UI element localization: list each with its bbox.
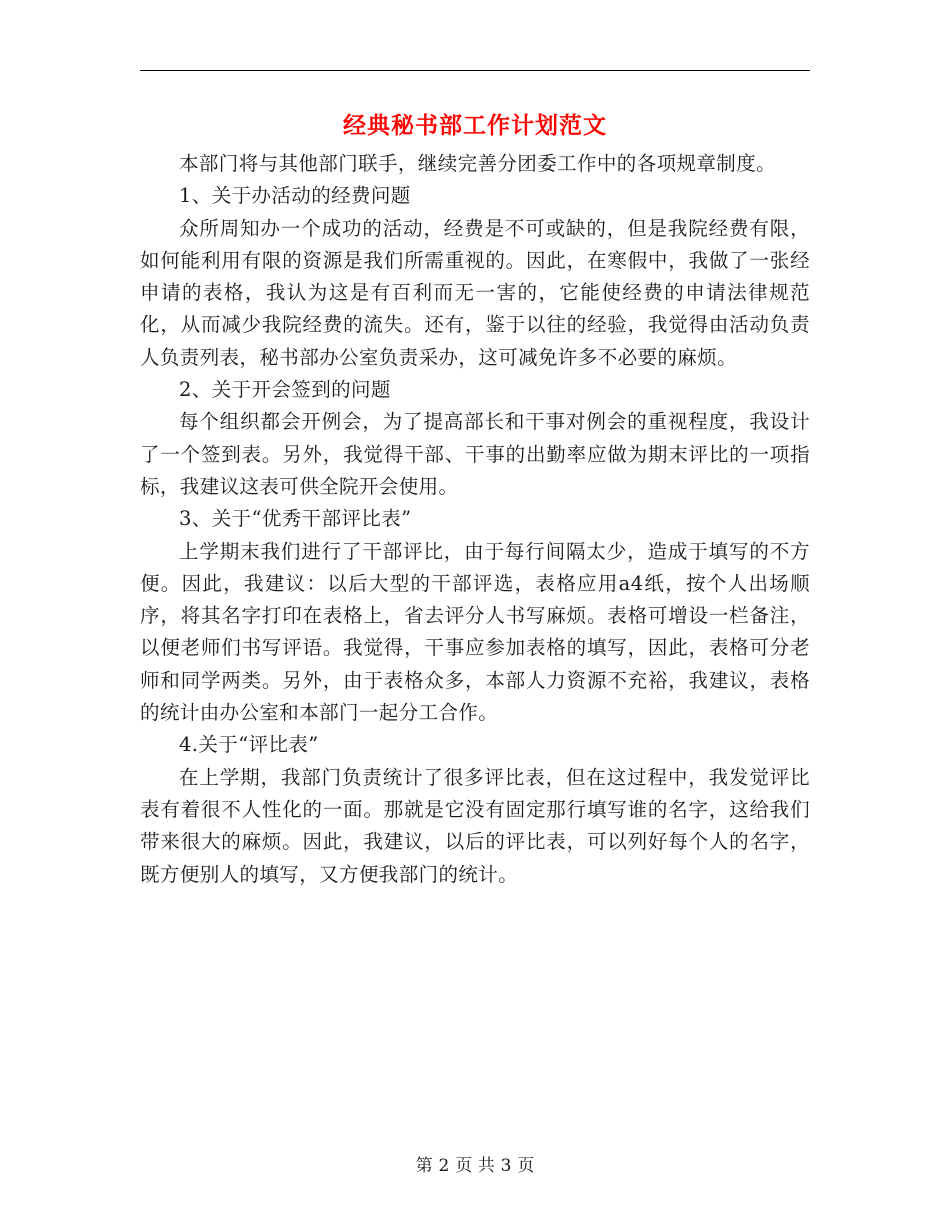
section-heading-4: 4.关于“评比表” [179, 733, 319, 757]
footer-current-page: 2 [438, 1156, 450, 1176]
paragraph-intro: 本部门将与其他部门联手，继续完善分团委工作中的各项规章制度。 [179, 152, 777, 175]
footer-total-pages: 3 [500, 1156, 512, 1176]
header-rule [140, 70, 810, 71]
footer-suffix: 页 [517, 1156, 535, 1176]
section-heading-2: 2、关于开会签到的问题 [179, 378, 391, 402]
footer-prefix: 第 [415, 1156, 433, 1176]
paragraph-section-3: 上学期末我们进行了干部评比，由于每行间隔太少，造成于填写的不方便。因此，我建议：以后大型的干部评选，表格应用a4纸，按个人出场顺序，将其名字打印在表格上，省去评分人书写麻烦。表格可增设一栏备注，以便老师们书写评语。我觉得，干事应参加表格的填写，因此，表格可分老师和同学两类。另外，由于表格众多，本部人力资源不充裕，我建议，表格的统计由办公室和本部门一起分工合作。 [140, 539, 810, 725]
footer-middle: 页 共 [455, 1156, 495, 1176]
section-heading-3: 3、关于“优秀干部评比表” [179, 507, 412, 531]
paragraph-section-4: 在上学期，我部门负责统计了很多评比表，但在这过程中，我发觉评比表有着很不人性化的一面。那就是它没有固定那行填写谁的名字，这给我们带来很大的麻烦。因此，我建议，以后的评比表，可以列好每个人的名字，既方便别人的填写，又方便我部门的统计。 [140, 765, 810, 886]
page-footer [140, 1154, 810, 1178]
document-body [140, 148, 810, 891]
paragraph-section-1: 众所周知办一个成功的活动，经费是不可或缺的，但是我院经费有限，如何能利用有限的资源是我们所需重视的。因此，在寒假中，我做了一张经申请的表格，我认为这是有百利而无一害的，它能使经费的申请法律规范化，从而减少我院经费的流失。还有，鉴于以往的经验，我觉得由活动负责人负责列表，秘书部办公室负责采办，这可减免许多不必要的麻烦。 [140, 216, 810, 369]
paragraph-section-2: 每个组织都会开例会，为了提高部长和干事对例会的重视程度，我设计了一个签到表。另外，我觉得干部、干事的出勤率应做为期末评比的一项指标，我建议这表可供全院开会使用。 [140, 410, 810, 498]
document-title: 经典秘书部工作计划范文 [343, 112, 607, 139]
section-heading-1: 1、关于办活动的经费问题 [179, 184, 411, 208]
